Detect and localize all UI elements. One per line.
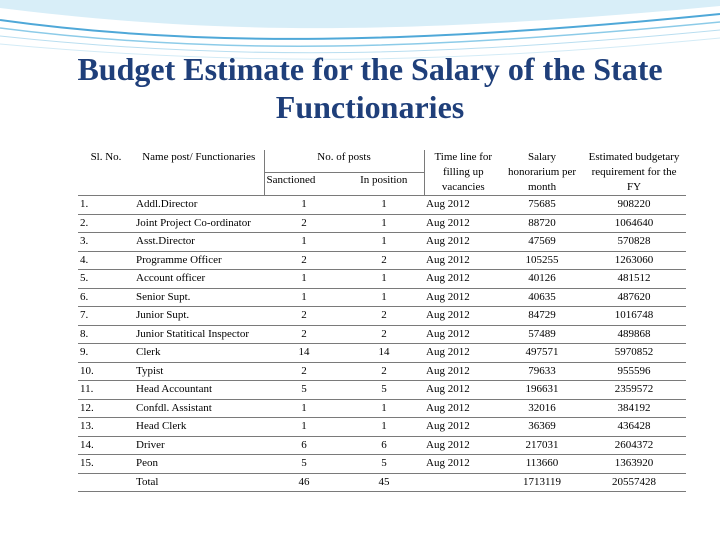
cell-time-line: Aug 2012 <box>424 344 502 363</box>
table-row <box>78 288 686 307</box>
cell-estimated: 384192 <box>582 399 686 418</box>
header-time-line: Time line for filling up vacancies <box>424 150 502 196</box>
cell-salary: 88720 <box>502 214 582 233</box>
cell-salary: 84729 <box>502 307 582 326</box>
cell-name: Asst.Director <box>134 233 264 252</box>
cell-name: Junior Statitical Inspector <box>134 325 264 344</box>
cell-in-position: 1 <box>344 214 424 233</box>
cell-name: Head Clerk <box>134 418 264 437</box>
cell-in-position: 1 <box>344 233 424 252</box>
cell-sanctioned: 1 <box>264 270 344 289</box>
cell-in-position: 2 <box>344 251 424 270</box>
cell-sl: 7. <box>78 307 134 326</box>
cell-time-line: Aug 2012 <box>424 270 502 289</box>
cell-estimated: 908220 <box>582 196 686 215</box>
cell-estimated: 2359572 <box>582 381 686 400</box>
cell-name: Account officer <box>134 270 264 289</box>
cell-name: Joint Project Co-ordinator <box>134 214 264 233</box>
title-line-2: Functionaries <box>275 89 465 125</box>
cell-in-position: 2 <box>344 307 424 326</box>
table-row <box>78 362 686 381</box>
cell-sanctioned: 2 <box>264 307 344 326</box>
cell-salary: 32016 <box>502 399 582 418</box>
cell-sanctioned: 5 <box>264 381 344 400</box>
cell-in-position: 1 <box>344 196 424 215</box>
cell-salary: 217031 <box>502 436 582 455</box>
table-row <box>78 455 686 474</box>
cell-salary: 105255 <box>502 251 582 270</box>
table-row <box>78 251 686 270</box>
cell-in-position: 2 <box>344 325 424 344</box>
cell-estimated: 1064640 <box>582 214 686 233</box>
cell-sl: 4. <box>78 251 134 270</box>
header-name-post: Name post/ Functionaries <box>134 150 264 196</box>
cell-sanctioned: 14 <box>264 344 344 363</box>
budget-table <box>78 150 686 492</box>
cell-salary: 47569 <box>502 233 582 252</box>
cell-sl-empty <box>78 473 134 492</box>
cell-time-line: Aug 2012 <box>424 288 502 307</box>
table-row <box>78 399 686 418</box>
cell-time-line: Aug 2012 <box>424 196 502 215</box>
cell-estimated: 955596 <box>582 362 686 381</box>
cell-time-line: Aug 2012 <box>424 418 502 437</box>
cell-sl: 2. <box>78 214 134 233</box>
cell-sanctioned: 1 <box>264 288 344 307</box>
cell-in-position: 1 <box>344 399 424 418</box>
total-label: Total <box>134 473 264 492</box>
cell-time-line: Aug 2012 <box>424 381 502 400</box>
cell-sanctioned: 1 <box>264 196 344 215</box>
cell-in-position: 2 <box>344 362 424 381</box>
total-in-position: 45 <box>344 473 424 492</box>
cell-estimated: 487620 <box>582 288 686 307</box>
table-row <box>78 307 686 326</box>
total-salary: 1713119 <box>502 473 582 492</box>
cell-sl: 5. <box>78 270 134 289</box>
cell-sl: 11. <box>78 381 134 400</box>
cell-salary: 79633 <box>502 362 582 381</box>
cell-estimated: 1363920 <box>582 455 686 474</box>
header-no-of-posts: No. of posts <box>264 150 424 172</box>
cell-in-position: 6 <box>344 436 424 455</box>
cell-sanctioned: 1 <box>264 233 344 252</box>
cell-estimated: 1016748 <box>582 307 686 326</box>
cell-name: Addl.Director <box>134 196 264 215</box>
cell-in-position: 5 <box>344 381 424 400</box>
cell-sl: 3. <box>78 233 134 252</box>
header-sanctioned: Sanctioned <box>264 172 344 195</box>
table-row <box>78 436 686 455</box>
cell-in-position: 1 <box>344 418 424 437</box>
cell-salary: 113660 <box>502 455 582 474</box>
page-title <box>20 50 720 126</box>
cell-sl: 13. <box>78 418 134 437</box>
cell-salary: 497571 <box>502 344 582 363</box>
table-row <box>78 381 686 400</box>
cell-estimated: 1263060 <box>582 251 686 270</box>
cell-name: Clerk <box>134 344 264 363</box>
cell-estimated: 5970852 <box>582 344 686 363</box>
cell-time-line: Aug 2012 <box>424 362 502 381</box>
cell-sanctioned: 2 <box>264 214 344 233</box>
cell-sanctioned: 1 <box>264 418 344 437</box>
header-row <box>78 150 686 172</box>
cell-sanctioned: 2 <box>264 362 344 381</box>
cell-salary: 40635 <box>502 288 582 307</box>
cell-time-line: Aug 2012 <box>424 251 502 270</box>
cell-name: Driver <box>134 436 264 455</box>
table-body <box>78 196 686 492</box>
table-row <box>78 233 686 252</box>
table-row <box>78 270 686 289</box>
cell-sanctioned: 5 <box>264 455 344 474</box>
table-row <box>78 196 686 215</box>
cell-sl: 9. <box>78 344 134 363</box>
cell-estimated: 570828 <box>582 233 686 252</box>
cell-sanctioned: 6 <box>264 436 344 455</box>
cell-estimated: 481512 <box>582 270 686 289</box>
cell-time-line: Aug 2012 <box>424 399 502 418</box>
cell-salary: 57489 <box>502 325 582 344</box>
cell-sl: 12. <box>78 399 134 418</box>
cell-in-position: 14 <box>344 344 424 363</box>
table-row <box>78 325 686 344</box>
cell-estimated: 436428 <box>582 418 686 437</box>
header-estimated: Estimated budgetary requirement for the FY <box>582 150 686 196</box>
cell-salary: 36369 <box>502 418 582 437</box>
cell-time-line: Aug 2012 <box>424 214 502 233</box>
cell-sl: 10. <box>78 362 134 381</box>
cell-sanctioned: 2 <box>264 251 344 270</box>
table-row <box>78 214 686 233</box>
cell-in-position: 1 <box>344 288 424 307</box>
cell-sanctioned: 2 <box>264 325 344 344</box>
header-sl-no: Sl. No. <box>78 150 134 196</box>
table-row <box>78 418 686 437</box>
cell-time-line: Aug 2012 <box>424 455 502 474</box>
cell-sl: 8. <box>78 325 134 344</box>
cell-name: Programme Officer <box>134 251 264 270</box>
header-salary: Salary honorarium per month <box>502 150 582 196</box>
cell-name: Senior Supt. <box>134 288 264 307</box>
cell-salary: 40126 <box>502 270 582 289</box>
cell-in-position: 1 <box>344 270 424 289</box>
cell-estimated: 489868 <box>582 325 686 344</box>
cell-sl: 14. <box>78 436 134 455</box>
cell-time-line: Aug 2012 <box>424 325 502 344</box>
cell-time-line: Aug 2012 <box>424 307 502 326</box>
cell-sl: 15. <box>78 455 134 474</box>
cell-estimated: 2604372 <box>582 436 686 455</box>
cell-name: Confdl. Assistant <box>134 399 264 418</box>
cell-sanctioned: 1 <box>264 399 344 418</box>
table-row <box>78 344 686 363</box>
header-in-position: In position <box>344 172 424 195</box>
cell-salary: 75685 <box>502 196 582 215</box>
cell-in-position: 5 <box>344 455 424 474</box>
cell-sl: 1. <box>78 196 134 215</box>
cell-name: Junior Supt. <box>134 307 264 326</box>
total-row <box>78 473 686 492</box>
total-estimated: 20557428 <box>582 473 686 492</box>
cell-sl: 6. <box>78 288 134 307</box>
total-sanctioned: 46 <box>264 473 344 492</box>
cell-name: Head Accountant <box>134 381 264 400</box>
cell-salary: 196631 <box>502 381 582 400</box>
title-line-1: Budget Estimate for the Salary of the State <box>77 51 663 87</box>
cell-name: Peon <box>134 455 264 474</box>
cell-name: Typist <box>134 362 264 381</box>
cell-time-empty <box>424 473 502 492</box>
cell-time-line: Aug 2012 <box>424 436 502 455</box>
cell-time-line: Aug 2012 <box>424 233 502 252</box>
